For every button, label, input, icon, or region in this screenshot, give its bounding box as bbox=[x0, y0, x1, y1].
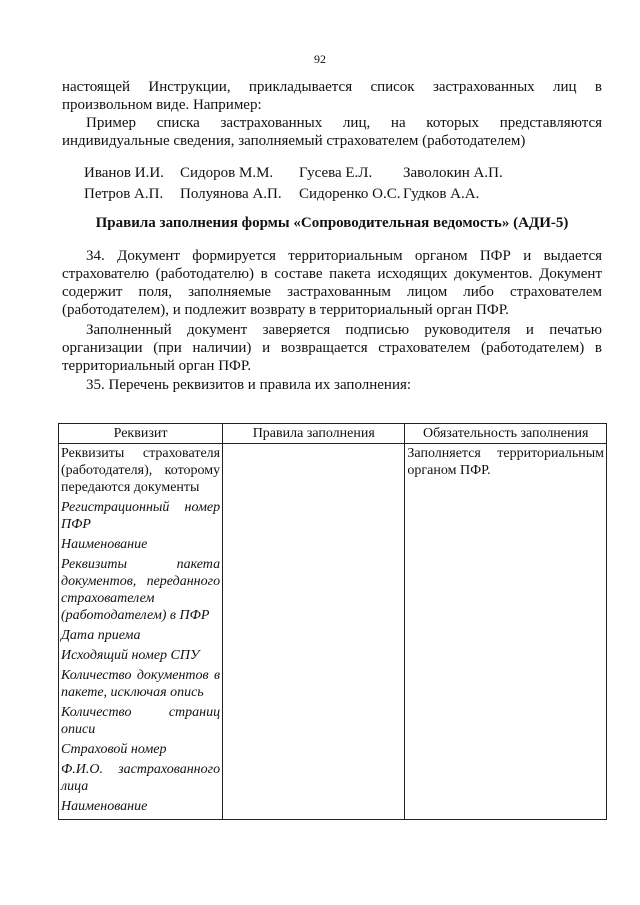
para-line: Заполненный документ заверяется подписью руководителя и печатью bbox=[86, 322, 602, 338]
header-obligation: Обязательность заполнения bbox=[405, 424, 607, 444]
para-line: организации (при наличии) и возвращается страхователем (работодателем) в bbox=[62, 340, 602, 356]
para-line: 34. Документ формируется территориальным органом ПФР и выдается bbox=[86, 248, 602, 264]
requisite-item: Реквизиты пакета документов, переданного страхователем (работодателем) в ПФР bbox=[61, 557, 221, 623]
para-line: территориальный орган ПФР. bbox=[62, 358, 252, 374]
requisite-item: Реквизиты страхователя (работодателя), которому передаются документы bbox=[61, 446, 221, 495]
section-heading: Правила заполнения формы «Сопроводительная ведомость» (АДИ-5) bbox=[95, 215, 569, 231]
paragraph-35 bbox=[62, 376, 602, 394]
para-line: содержит поля, заполняемые застрахованным лицом либо страхователем bbox=[62, 284, 602, 300]
name-item: Иванов И.И. bbox=[84, 165, 164, 181]
para-line: страхователю (работодателю) в составе пакета исходящих документов. Документ bbox=[62, 266, 602, 282]
name-item: Петров А.П. bbox=[84, 186, 164, 202]
name-item: Гусева Е.Л. bbox=[299, 165, 373, 181]
intro-line: индивидуальные сведения, заполняемый страхователем (работодателем) bbox=[62, 133, 526, 149]
name-item: Сидоров М.М. bbox=[180, 165, 274, 181]
name-item: Заволокин А.П. bbox=[403, 165, 503, 181]
requisite-item: Регистрационный номер ПФР bbox=[61, 500, 221, 532]
requisite-item: Ф.И.О. застрахованного лица bbox=[61, 762, 221, 794]
obligation-cell: Заполняется территориальным органом ПФР. bbox=[405, 444, 607, 820]
requisite-item: Дата приема bbox=[61, 628, 141, 643]
requisite-item: Наименование bbox=[61, 537, 148, 552]
name-item: Сидоренко О.С. bbox=[299, 186, 401, 202]
requisite-item: Количество документов в пакете, исключая опись bbox=[61, 668, 221, 700]
requisite-item: Исходящий номер СПУ bbox=[61, 648, 200, 663]
rules-cell bbox=[223, 444, 405, 820]
para-line: (работодателем), и подлежит возврату в территориальный орган ПФР. bbox=[62, 302, 509, 318]
table-row bbox=[59, 444, 607, 820]
requisite-item: Количество страниц описи bbox=[61, 705, 221, 737]
name-item: Гудков А.А. bbox=[403, 186, 480, 202]
para-line: 35. Перечень реквизитов и правила их заполнения: bbox=[86, 377, 412, 393]
intro-line: настоящей Инструкции, прикладывается список застрахованных лиц в bbox=[62, 79, 602, 95]
table-header-row bbox=[59, 424, 607, 444]
paragraph-34 bbox=[62, 247, 602, 319]
requisite-item: Наименование bbox=[61, 799, 148, 814]
intro-line: произвольном виде. Например: bbox=[62, 97, 262, 113]
name-item: Полуянова А.П. bbox=[180, 186, 282, 202]
names-list bbox=[84, 164, 584, 206]
paragraph-certified bbox=[62, 321, 602, 375]
intro-line: Пример списка застрахованных лиц, на которых представляются bbox=[86, 115, 602, 131]
header-rules: Правила заполнения bbox=[223, 424, 405, 444]
requisites-table bbox=[58, 423, 607, 820]
intro-text bbox=[62, 78, 602, 150]
names-row bbox=[84, 164, 584, 185]
requisites-cell bbox=[59, 444, 223, 820]
names-row bbox=[84, 185, 584, 206]
requisite-item: Страховой номер bbox=[61, 742, 167, 757]
header-requisite: Реквизит bbox=[59, 424, 223, 444]
page-number: 92 bbox=[314, 52, 326, 66]
